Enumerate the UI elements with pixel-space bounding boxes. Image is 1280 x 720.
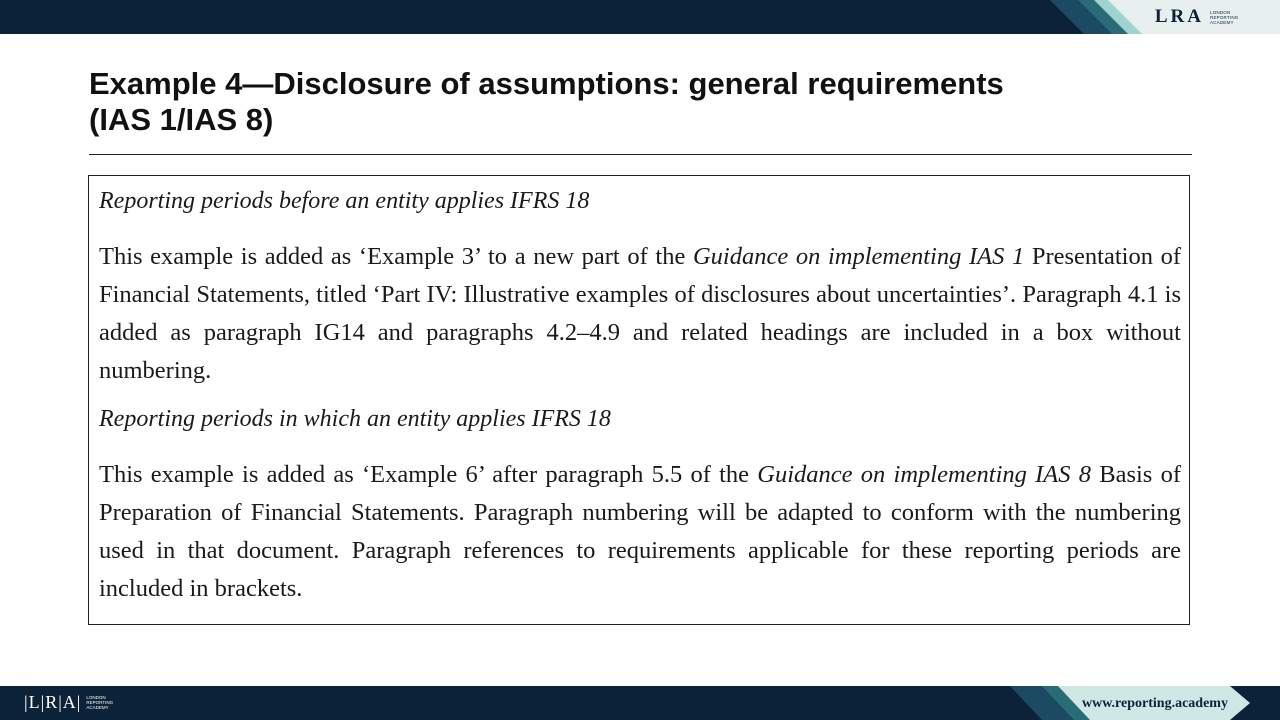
section2-text-italic: Guidance on implementing IAS 8 [757, 461, 1091, 488]
content-box-inner [99, 186, 1181, 608]
lra-logo-top [1155, 5, 1244, 29]
website-link[interactable]: www.reporting.academy [1082, 696, 1228, 711]
lra-logo-subtext-bottom: LONDON REPORTING ACADEMY [86, 695, 114, 710]
slide-title [89, 66, 1189, 138]
title-divider [89, 154, 1192, 155]
lra-logo-mark: LRA [1154, 6, 1204, 27]
lra-logo-mark-bottom: |L|R|A| [24, 692, 82, 712]
slide-title-line2: (IAS 1/IAS 8) [89, 102, 274, 137]
slide-title-line1: Example 4—Disclosure of assumptions: general requirements [89, 66, 1004, 101]
section2-text-a: This example is added as ‘Example 6’ after paragraph 5.5 of the [99, 461, 758, 488]
section2-paragraph [99, 456, 1181, 608]
section2-text-b: Basis of Preparation of Financial Statements. Paragraph numbering will be adapted to conform with the numbering used in that document. Paragraph references to requirements applicable for these reporting periods are included in brackets. [99, 461, 1181, 602]
top-banner-decoration [0, 0, 1280, 34]
lra-logo-subtext: LONDON REPORTING ACADEMY [1210, 9, 1239, 25]
section1-text-italic: Guidance on implementing IAS 1 [692, 243, 1025, 270]
section1-heading: Reporting periods before an entity applies IFRS 18 [99, 188, 590, 214]
section1-text-b: Presentation of Financial Statements, titled ‘Part IV: Illustrative examples of disclosures about uncertainties’. Paragraph 4.1 is added as paragraph IG14 and paragraphs 4.2–4.9 and related headings are included in a box without numbering. [99, 243, 1181, 384]
section1-paragraph [99, 238, 1181, 390]
section2-heading: Reporting periods in which an entity applies IFRS 18 [99, 406, 611, 432]
lra-logo-bottom [24, 692, 116, 713]
content-box [88, 175, 1190, 625]
section1-text-a: This example is added as ‘Example 3’ to a new part of the [99, 243, 693, 270]
